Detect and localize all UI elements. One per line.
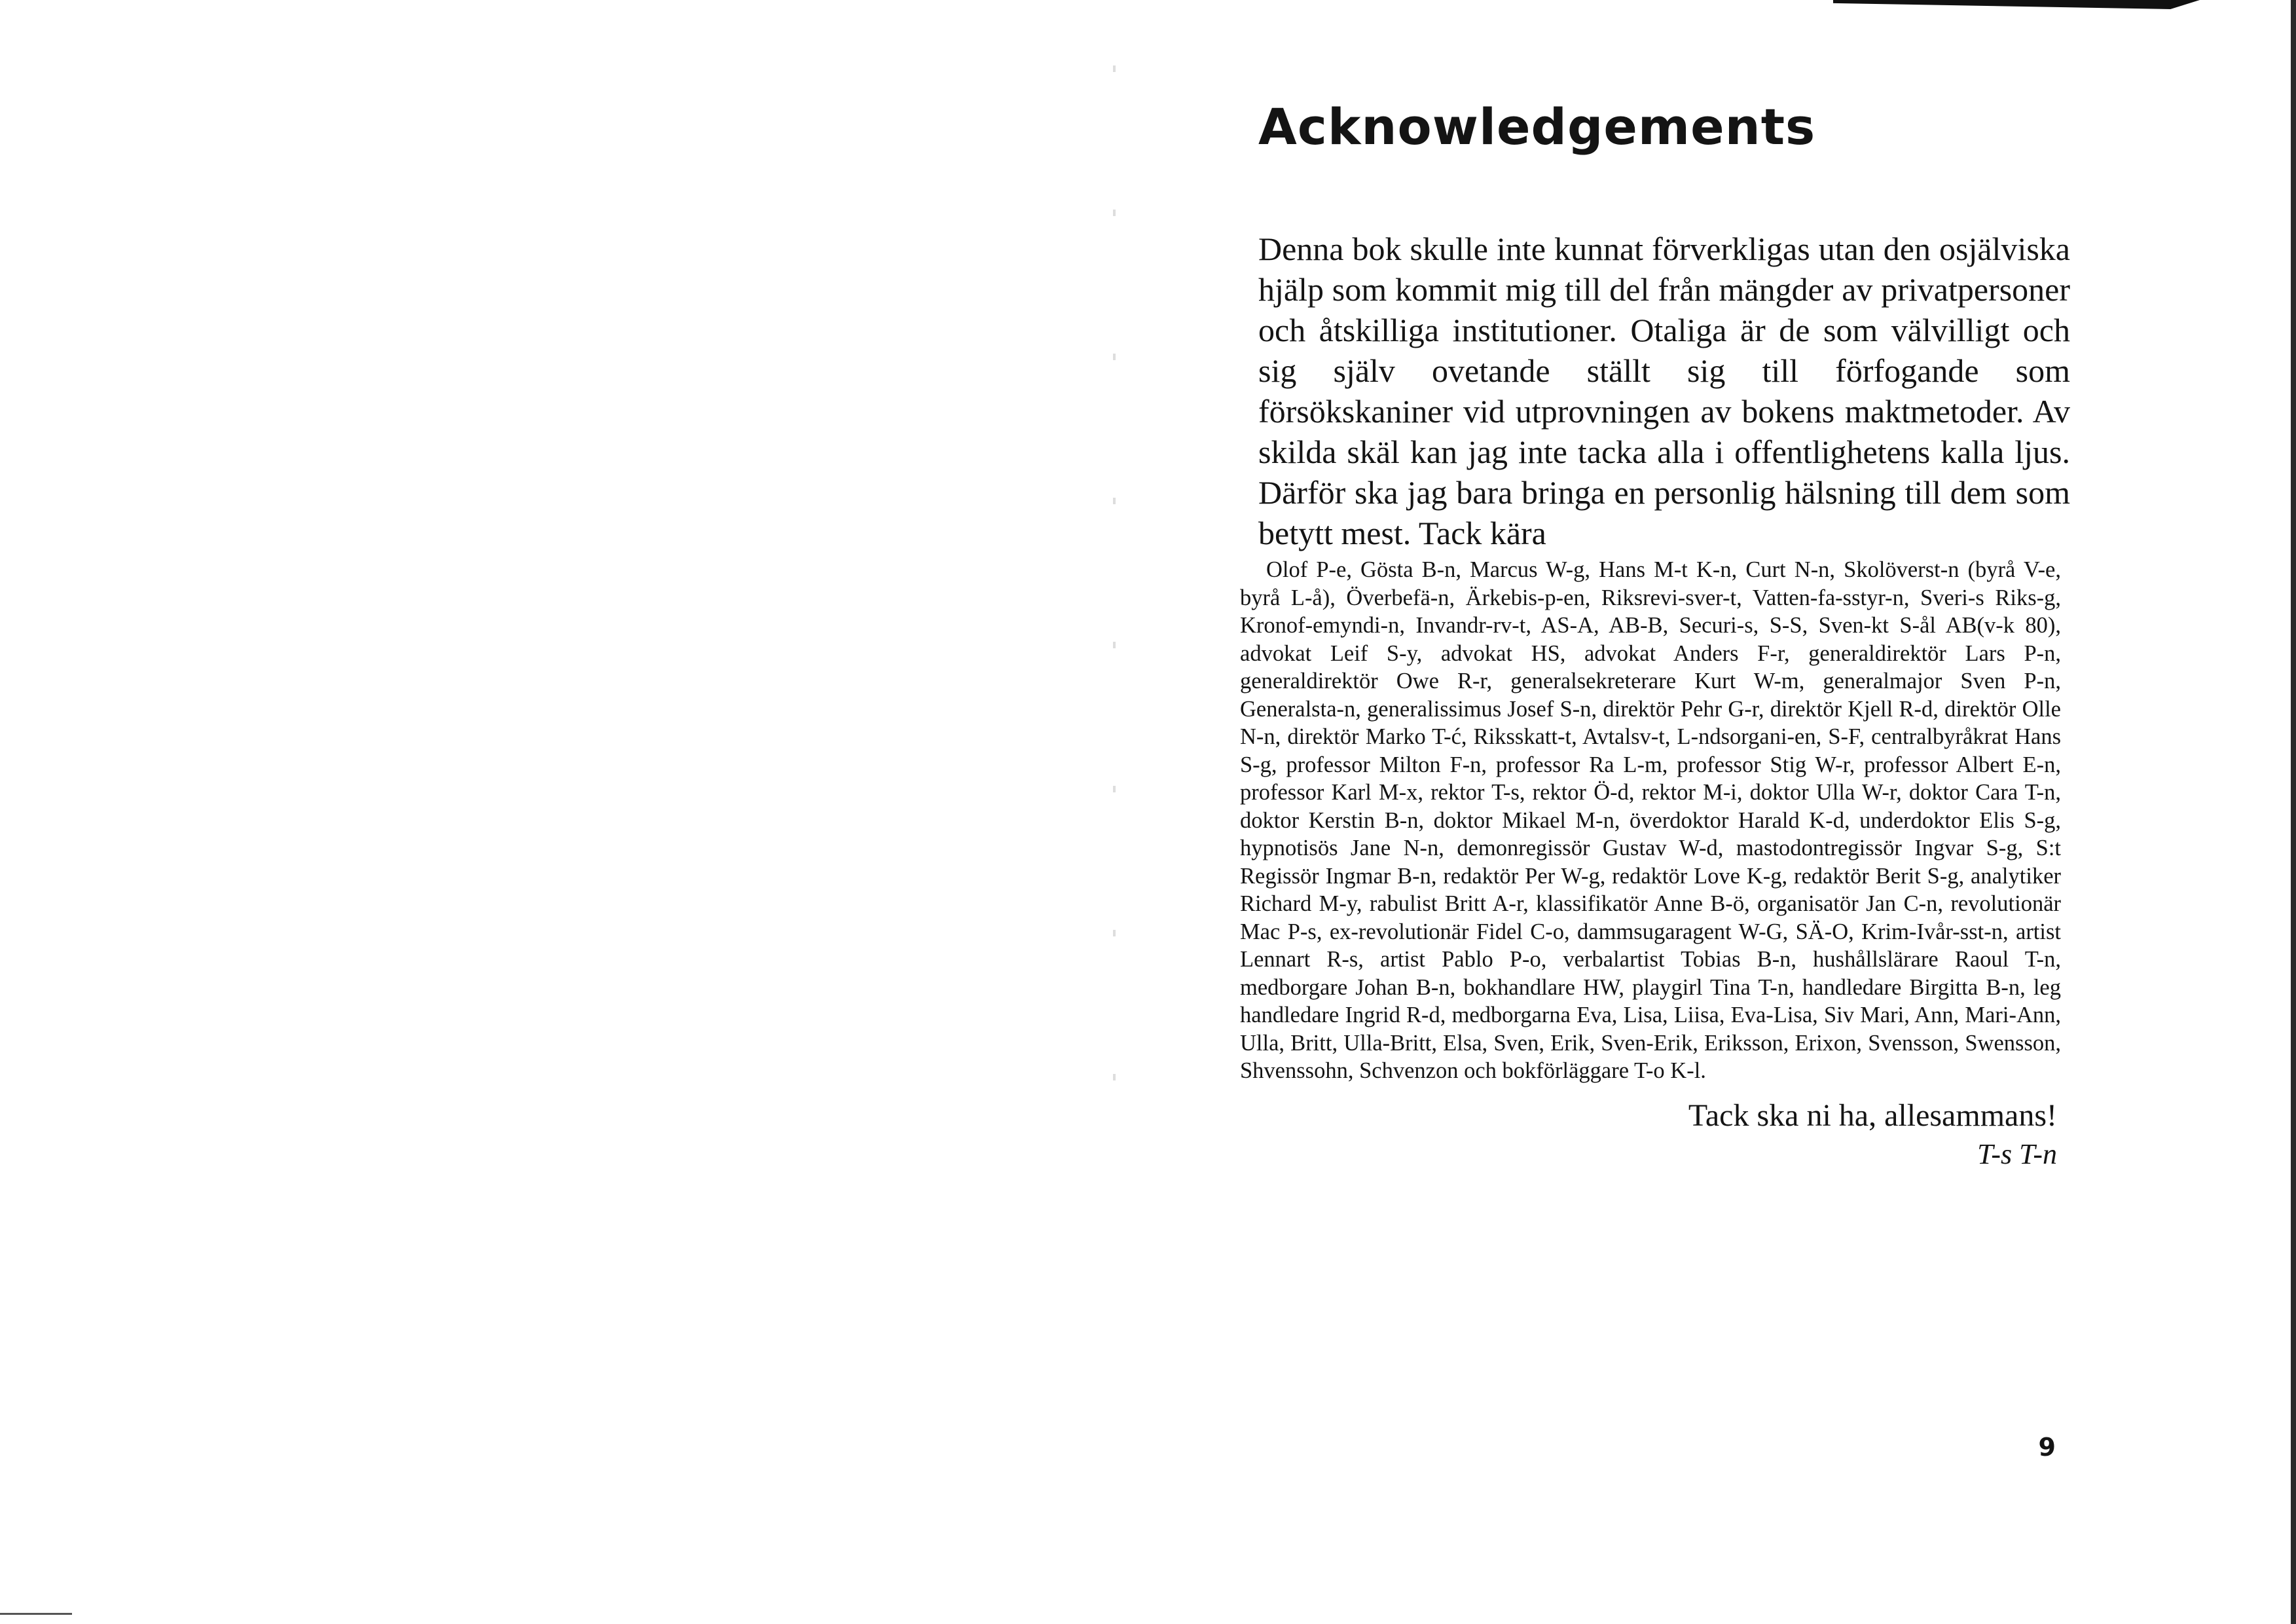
- page-edge-top: [1833, 0, 2200, 9]
- author-signature: T-s T-n: [1977, 1137, 2057, 1170]
- intro-paragraph: Denna bok skulle inte kunnat förverkligas utan den osjälviska hjälp som kommit mig till del från mängder av privatpersoner och åtskilliga institutioner. Otaliga är de som välvilligt och sig själv ovetande ställt sig till förfogande som försökskaniner vid utprovningen av bokens maktmetoder. Av skilda skäl kan jag inte tacka alla i offentlighetens kalla ljus. Därför ska jag bara bringa en personlig hälsning till dem som betytt mest. Tack kära: [1258, 231, 2070, 552]
- names-paragraph: Olof P-e, Gösta B-n, Marcus W-g, Hans M-t K-n, Curt N-n, Skolöverst-n (byrå V-e, byrå L-å), Överbefä-n, Ärkebis-p-en, Riksrevi-sver-t, Vatten-fa-sstyr-n, Sveri-s Riks-g, Kronof-emyndi-n, Invandr-rv-t, AS-A, AB-B, Securi-s, S-S, Sven-kt S-ål AB(v-k 80), advokat Leif S-y, advokat HS, advokat Anders F-r, generaldirektör Lars P-n, generaldirektör Owe R-r, generalsekreterare Kurt W-m, generalmajor Sven P-n, Generalsta-n, generalissimus Josef S-n, direktör Pehr G-r, direktör Kjell R-d, direktör Olle N-n, direktör Marko T-ć, Riksskatt-t, Avtalsv-t, L-ndsorgani-en, S-F, centralbyråkrat Hans S-g, professor Milton F-n, professor Ra L-m, professor Stig W-r, professor Albert E-n, professor Karl M-x, rektor T-s, rektor Ö-d, rektor M-i, doktor Ulla W-r, doktor Cara T-n, doktor Kerstin B-n, doktor Mikael M-n, överdoktor Harald K-d, underdoktor Elis S-g, hypnotisös Jane N-n, demonregissör Gustav W-d, mastodontregissör Ingvar S-g, S:t Regissör Ingmar B-n, redaktör Per W-g, redaktör Love K-g, redaktör Berit S-g, analytiker Richard M-y, rabulist Britt A-r, klassifikatör Anne B-ö, organisatör Jan C-n, revolutionär Mac P-s, ex-revolutionär Fidel C-o, dammsugaragent W-G, SÄ-O, Krim-Ivår-sst-n, artist Lennart R-s, artist Pablo P-o, verbalartist Tobias B-n, hushållslärare Raoul T-n, medborgare Johan B-n, bokhandlare HW, playgirl Tina T-n, handledare Birgitta B-n, leg handledare Ingrid R-d, medborgarna Eva, Lisa, Liisa, Eva-Lisa, Siv Mari, Ann, Mari-Ann, Ulla, Britt, Ulla-Britt, Elsa, Sven, Erik, Sven-Erik, Eriksson, Erixon, Svensson, Swensson, Shvenssohn, Schvenzon och bokförläggare T-o K-l.: [1240, 557, 2061, 1084]
- right-page: [1231, 79, 2075, 1173]
- page-number: 9: [2038, 1433, 2056, 1462]
- page-title: Acknowledgements: [1258, 98, 1816, 156]
- page-edge-bottom: [0, 1613, 72, 1615]
- closing-line: Tack ska ni ha, allesammans!: [1688, 1098, 2057, 1133]
- book-spine-gutter: [1113, 65, 1116, 1113]
- page-edge-right: [2291, 0, 2296, 1624]
